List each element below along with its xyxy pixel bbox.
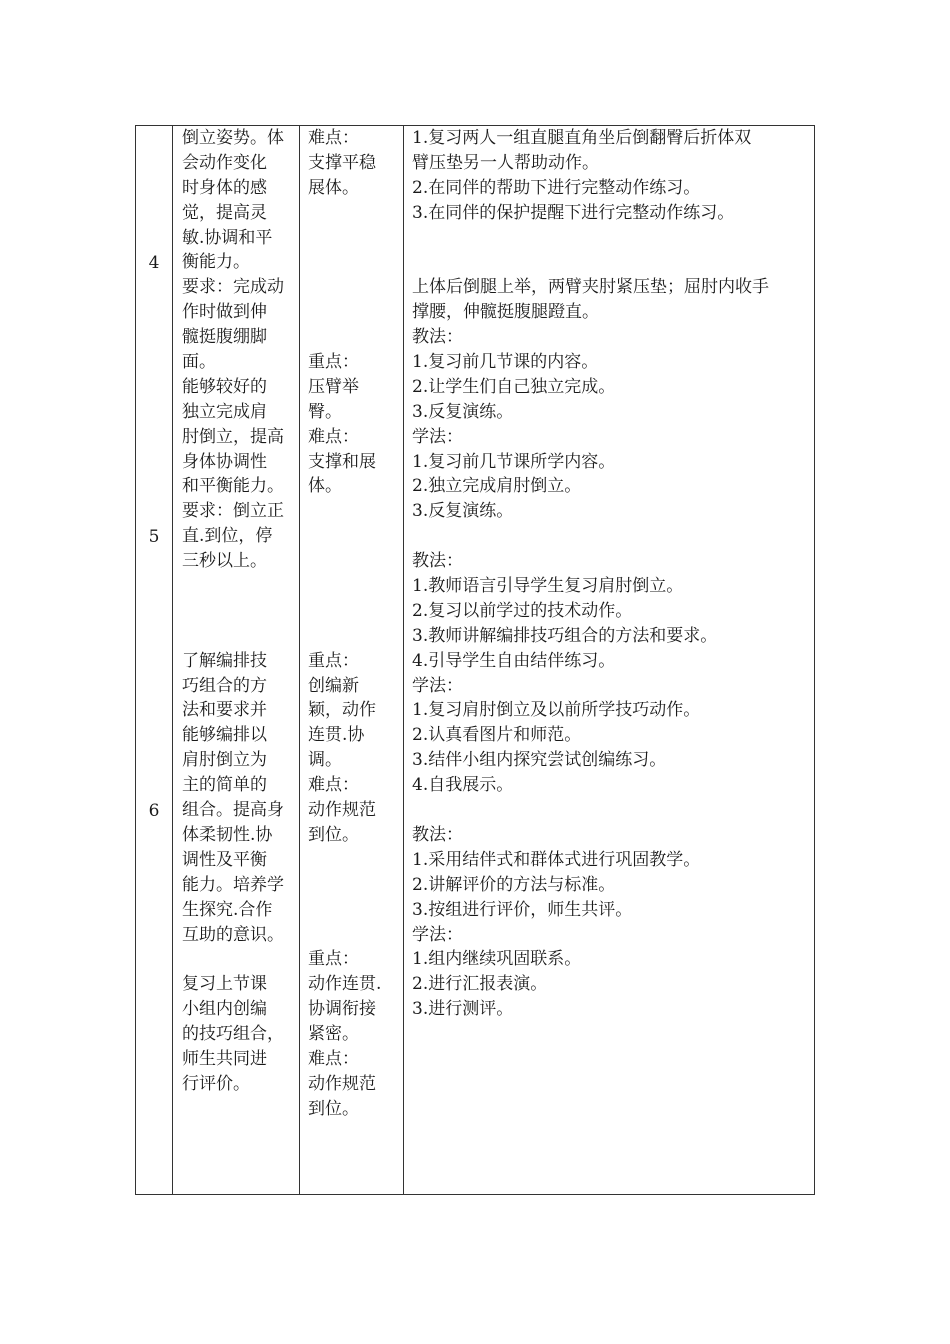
- method-line: 1.复习前几节课的内容。: [412, 352, 599, 373]
- keypoint-line: 难点：: [308, 128, 359, 148]
- objective-column: [182, 126, 284, 1097]
- keypoint-line: 连贯.协: [308, 725, 365, 746]
- objective-line: 直.到位，停: [182, 526, 273, 547]
- method-line: [412, 250, 769, 275]
- method-line: 3.按组进行评价，师生共评。: [412, 899, 633, 920]
- keypoint-line: [308, 226, 381, 251]
- keypoint-line: 颖，动作: [308, 700, 376, 721]
- method-line: 1.教师语言引导学生复习肩肘倒立。: [412, 576, 684, 597]
- keypoint-line: [308, 549, 381, 574]
- objective-line: 肩肘倒立为: [182, 750, 267, 771]
- objective-line: 髋挺腹绷脚: [182, 327, 267, 348]
- keypoint-line: [308, 873, 381, 898]
- objective-line: 能力。培养学: [182, 874, 284, 895]
- method-line: [412, 798, 769, 823]
- method-line: 1.复习两人一组直腿直角坐后倒翻臀后折体双: [412, 128, 752, 148]
- method-line: 2.认真看图片和师范。: [412, 725, 582, 746]
- objective-line: 生探究.合作: [182, 899, 273, 920]
- objective-line: 了解编排技: [182, 650, 267, 671]
- keypoints-column: [308, 126, 381, 1122]
- method-line: 臂压垫另一人帮助动作。: [412, 152, 599, 173]
- objective-line: 敏.协调和平: [182, 227, 273, 248]
- keypoint-line: 动作规范: [308, 1073, 376, 1094]
- objective-line: 巧组合的方: [182, 675, 267, 696]
- keypoint-line: 调。: [308, 750, 342, 771]
- method-line: 4.自我展示。: [412, 775, 514, 796]
- objective-line: 能够编排以: [182, 725, 267, 746]
- objective-line: 主的简单的: [182, 775, 267, 796]
- keypoint-line: 到位。: [308, 1098, 359, 1119]
- objective-line: 三秒以上。: [182, 551, 267, 572]
- objective-line: 要求：倒立正: [182, 501, 284, 522]
- keypoint-line: 压臂举: [308, 376, 359, 397]
- method-line: 1.组内继续巩固联系。: [412, 949, 582, 970]
- objective-line: 组合。提高身: [182, 800, 284, 821]
- keypoint-line: 重点：: [308, 352, 359, 373]
- keypoint-line: 臀。: [308, 401, 342, 422]
- keypoint-line: 动作连贯.: [308, 974, 382, 995]
- method-line: 1.采用结伴式和群体式进行巩固教学。: [412, 849, 701, 870]
- objective-line: 互助的意识。: [182, 924, 284, 945]
- keypoint-line: 重点：: [308, 949, 359, 970]
- objective-line: 要求：完成动: [182, 277, 284, 298]
- keypoint-line: [308, 599, 381, 624]
- column-divider: [172, 126, 173, 1194]
- keypoint-line: 支撑平稳: [308, 152, 376, 173]
- keypoint-line: 难点：: [308, 426, 359, 447]
- method-line: 3.教师讲解编排技巧组合的方法和要求。: [412, 625, 718, 646]
- method-line: 2.让学生们自己独立完成。: [412, 376, 616, 397]
- keypoint-line: [308, 848, 381, 873]
- row-number: 4: [148, 253, 160, 273]
- row-number: 6: [148, 801, 160, 821]
- objective-line: 体柔韧性.协: [182, 824, 273, 845]
- objective-line: 师生共同进: [182, 1048, 267, 1069]
- method-line: 3.反复演练。: [412, 401, 514, 422]
- keypoint-line: 重点：: [308, 650, 359, 671]
- lesson-plan-table: [135, 125, 815, 1195]
- objective-line: 调性及平衡: [182, 849, 267, 870]
- method-line: 2.讲解评价的方法与标准。: [412, 874, 616, 895]
- objective-line: 面。: [182, 352, 216, 373]
- keypoint-line: 难点：: [308, 1048, 359, 1069]
- method-line: 4.引导学生自由结伴练习。: [412, 650, 616, 671]
- method-line: 2.复习以前学过的技术动作。: [412, 600, 633, 621]
- objective-line: 觉，提高灵: [182, 202, 267, 223]
- method-line: 2.进行汇报表演。: [412, 974, 548, 995]
- objective-line: 肘倒立，提高: [182, 426, 284, 447]
- objective-line: 和平衡能力。: [182, 476, 284, 497]
- keypoint-line: [308, 201, 381, 226]
- method-line: 撑腰，伸髋挺腹腿蹬直。: [412, 302, 599, 323]
- objective-line: 的技巧组合，: [182, 1024, 284, 1045]
- objective-line: 作时做到伸: [182, 302, 267, 323]
- objective-line: 倒立姿势。体: [182, 128, 284, 148]
- keypoint-line: 创编新: [308, 675, 359, 696]
- keypoint-line: [308, 898, 381, 923]
- method-line: 2.独立完成肩肘倒立。: [412, 476, 582, 497]
- objective-line: [182, 574, 284, 599]
- method-line: 1.复习前几节课所学内容。: [412, 451, 616, 472]
- keypoint-line: 体。: [308, 476, 342, 497]
- keypoint-line: [308, 499, 381, 524]
- objective-line: 小组内创编: [182, 999, 267, 1020]
- method-line: 学法：: [412, 924, 463, 945]
- keypoint-line: 紧密。: [308, 1024, 359, 1045]
- methods-column: [412, 126, 769, 1022]
- keypoint-line: [308, 923, 381, 948]
- objective-line: 会动作变化: [182, 152, 267, 173]
- method-line: 上体后倒腿上举，两臂夹肘紧压垫；屈肘内收手: [412, 277, 769, 298]
- method-line: 学法：: [412, 675, 463, 696]
- objective-line: 法和要求并: [182, 700, 267, 721]
- keypoint-line: 支撑和展: [308, 451, 376, 472]
- method-line: [412, 524, 769, 549]
- objective-line: 时身体的感: [182, 177, 267, 198]
- keypoint-line: [308, 325, 381, 350]
- objective-line: 衡能力。: [182, 252, 250, 273]
- method-line: 2.在同伴的帮助下进行完整动作练习。: [412, 177, 701, 198]
- row-number: 5: [148, 527, 160, 547]
- column-divider: [403, 126, 404, 1194]
- method-line: [412, 226, 769, 251]
- method-line: 教法：: [412, 824, 463, 845]
- objective-line: 行评价。: [182, 1073, 250, 1094]
- objective-line: [182, 947, 284, 972]
- objective-line: [182, 599, 284, 624]
- keypoint-line: [308, 624, 381, 649]
- method-line: 教法：: [412, 327, 463, 348]
- method-line: 3.进行测评。: [412, 999, 514, 1020]
- keypoint-line: [308, 574, 381, 599]
- keypoint-line: 动作规范: [308, 800, 376, 821]
- column-divider: [299, 126, 300, 1194]
- keypoint-line: [308, 250, 381, 275]
- objective-line: 身体协调性: [182, 451, 267, 472]
- method-line: 3.结伴小组内探究尝试创编练习。: [412, 750, 667, 771]
- keypoint-line: [308, 275, 381, 300]
- objective-line: 独立完成肩: [182, 401, 267, 422]
- objective-line: 能够较好的: [182, 376, 267, 397]
- method-line: 3.在同伴的保护提醒下进行完整动作练习。: [412, 202, 735, 223]
- keypoint-line: 难点：: [308, 775, 359, 796]
- method-line: 1.复习肩肘倒立及以前所学技巧动作。: [412, 700, 701, 721]
- method-line: 教法：: [412, 551, 463, 572]
- keypoint-line: 到位。: [308, 824, 359, 845]
- keypoint-line: [308, 300, 381, 325]
- keypoint-line: 协调衔接: [308, 999, 376, 1020]
- objective-line: 复习上节课: [182, 974, 267, 995]
- keypoint-line: [308, 524, 381, 549]
- objective-line: [182, 624, 284, 649]
- keypoint-line: 展体。: [308, 177, 359, 198]
- method-line: 学法：: [412, 426, 463, 447]
- method-line: 3.反复演练。: [412, 501, 514, 522]
